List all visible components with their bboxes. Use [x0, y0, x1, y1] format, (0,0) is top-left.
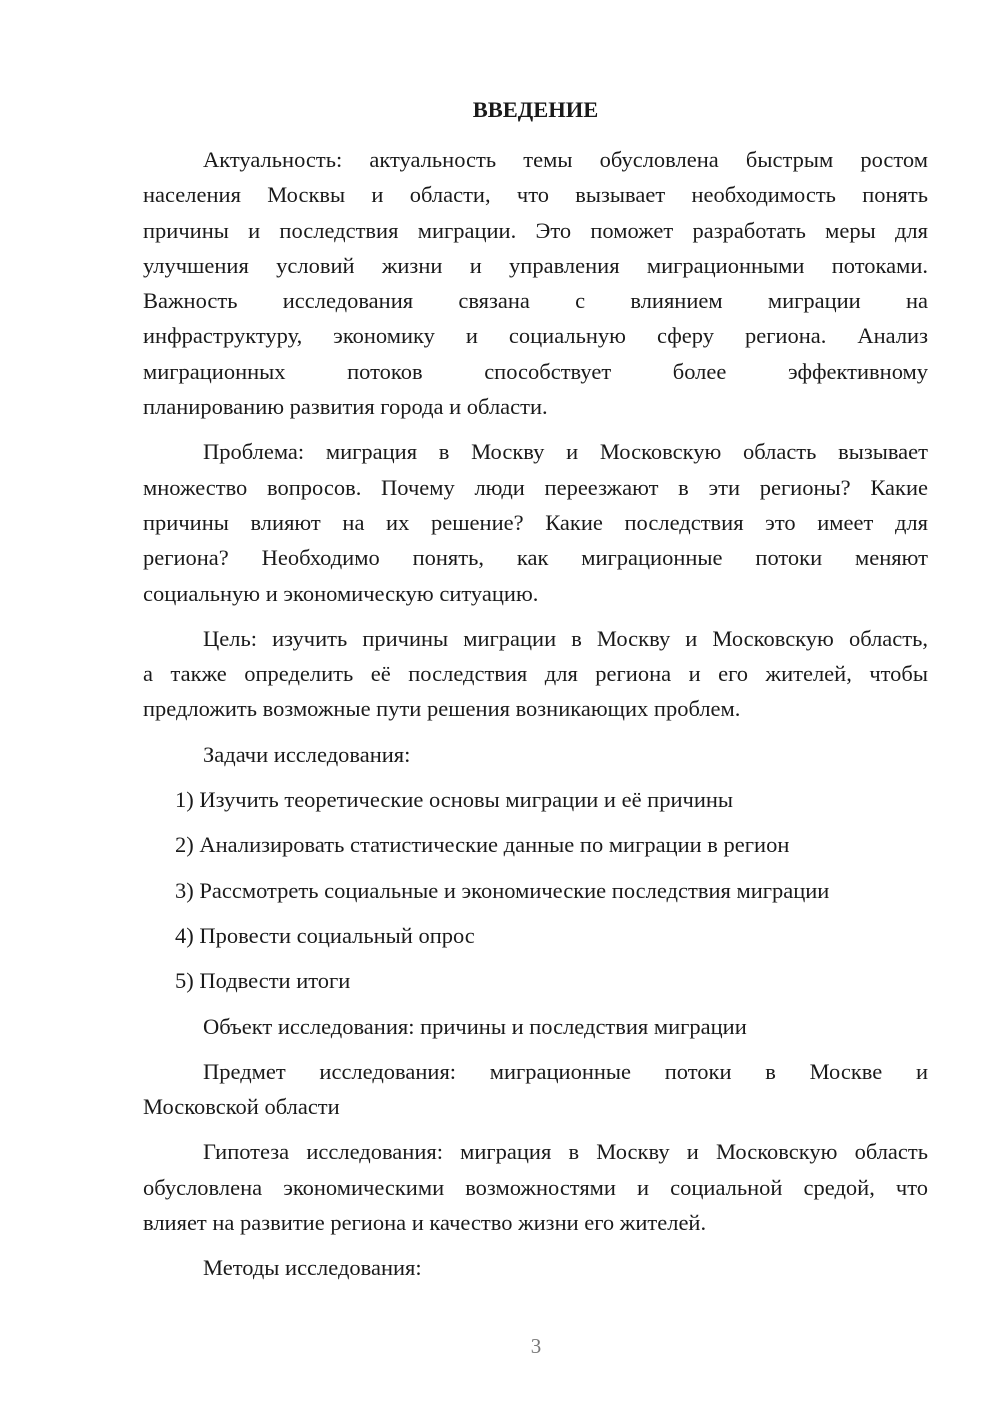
paragraph: [143, 434, 928, 610]
text-line: планированию развития города и области.: [143, 394, 548, 420]
text-line: миграционных потоков способствует более эффективному: [143, 358, 928, 384]
task-list-item: 1) Изучить теоретические основы миграции и её причины: [175, 787, 734, 813]
document-page: [143, 92, 928, 1296]
text-line: Объект исследования: причины и последствия миграции: [203, 1013, 747, 1039]
text-line: причины и последствия миграции. Это поможет разработать меры для: [143, 217, 928, 243]
text-line: Проблема: миграция в Москву и Московскую область вызывает: [203, 439, 928, 465]
paragraph: [143, 621, 928, 727]
paragraph: [143, 142, 928, 424]
task-list-item: 2) Анализировать статистические данные по миграции в регион: [175, 832, 790, 858]
paragraph: [143, 1009, 928, 1044]
text-line: причины влияют на их решение? Какие последствия это имеет для: [143, 509, 928, 535]
text-line: Методы исследования:: [203, 1255, 422, 1281]
task-list-item: 3) Рассмотреть социальные и экономические последствия миграции: [175, 877, 830, 903]
text-line: Московской области: [143, 1094, 340, 1120]
text-line: инфраструктуру, экономику и социальную сферу региона. Анализ: [143, 323, 928, 349]
page-number: 3: [530, 1334, 542, 1358]
text-line: Цель: изучить причины миграции в Москву и Московскую область,: [203, 625, 928, 651]
text-line: влияет на развитие региона и качество жизни его жителей.: [143, 1210, 707, 1236]
text-line: Гипотеза исследования: миграция в Москву и Московскую область: [203, 1139, 928, 1165]
text-line: социальную и экономическую ситуацию.: [143, 580, 539, 606]
text-line: улучшения условий жизни и управления миграционными потоками.: [143, 252, 928, 278]
text-line: обусловлена экономическими возможностями и социальной средой, что: [143, 1174, 928, 1200]
text-line: Актуальность: актуальность темы обусловлена быстрым ростом: [203, 147, 928, 172]
text-line: Предмет исследования: миграционные потоки в Москве и: [203, 1058, 928, 1084]
text-line: а также определить её последствия для региона и его жителей, чтобы: [143, 661, 928, 687]
task-list-item: 4) Провести социальный опрос: [175, 922, 475, 948]
paragraph: [143, 1054, 928, 1125]
paragraph: [143, 1250, 928, 1285]
paragraph: [143, 737, 928, 772]
text-line: Важность исследования связана с влиянием миграции на: [143, 288, 928, 314]
task-list-item: 5) Подвести итоги: [175, 968, 351, 994]
section-title: ВВЕДЕНИЕ: [472, 97, 599, 122]
paragraph: [143, 1134, 928, 1240]
text-line: региона? Необходимо понять, как миграционные потоки меняют: [143, 545, 928, 571]
text-line: Задачи исследования:: [203, 741, 411, 767]
text-line: населения Москвы и области, что вызывает необходимость понять: [143, 182, 928, 208]
text-line: множество вопросов. Почему люди переезжают в эти регионы? Какие: [143, 474, 928, 500]
text-line: предложить возможные пути решения возникающих проблем.: [143, 696, 741, 722]
